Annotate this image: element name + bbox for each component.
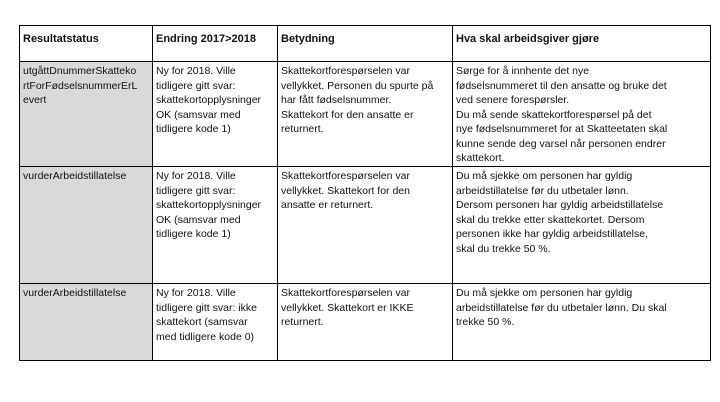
header-resultatstatus: Resultatstatus — [20, 26, 153, 62]
cell-change: Ny for 2018. Ville tidligere gitt svar: skattekortopplysninger OK (samsvar med tidligere kode 1) — [153, 62, 278, 167]
cell-action: Du må sjekke om personen har gyldig arbeidstillatelse før du utbetaler lønn. Dersom personen har gyldig arbeidstillatelse skal du trekke etter skattekortet. Dersom personen ikke har gyldig arbeidstillatelse, skal du trekke 50 %. — [453, 167, 711, 284]
result-status-table-wrapper — [19, 25, 710, 361]
table-row — [20, 167, 711, 284]
header-arbeidsgiver: Hva skal arbeidsgiver gjøre — [453, 26, 711, 62]
cell-change: Ny for 2018. Ville tidligere gitt svar: ikke skattekort (samsvar med tidligere kode 0) — [153, 284, 278, 361]
cell-meaning: Skattekortforespørselen var vellykket. Personen du spurte på har fått fødselsnummer. Skattekort for den ansatte er returnert. — [278, 62, 453, 167]
cell-meaning: Skattekortforespørselen var vellykket. Skattekort er IKKE returnert. — [278, 284, 453, 361]
cell-status: vurderArbeidstillatelse — [20, 284, 153, 361]
header-endring: Endring 2017>2018 — [153, 26, 278, 62]
cell-status: vurderArbeidstillatelse — [20, 167, 153, 284]
result-status-table — [19, 25, 711, 361]
cell-status: utgåttDnummerSkatteko rtForFødselsnummerErL evert — [20, 62, 153, 167]
table-row — [20, 62, 711, 167]
table-row — [20, 284, 711, 361]
cell-action: Sørge for å innhente det nye fødselsnummeret til den ansatte og bruke det ved senere forespørsler. Du må sende skattekortforespørsel på det nye fødselsnummeret for at Skatteetaten skal kunne sende deg varsel når personen endrer skattekort. — [453, 62, 711, 167]
header-betydning: Betydning — [278, 26, 453, 62]
cell-meaning: Skattekortforespørselen var vellykket. Skattekort for den ansatte er returnert. — [278, 167, 453, 284]
cell-change: Ny for 2018. Ville tidligere gitt svar: skattekortopplysninger OK (samsvar med tidligere kode 1) — [153, 167, 278, 284]
table-header-row — [20, 26, 711, 62]
cell-action: Du må sjekke om personen har gyldig arbeidstillatelse før du utbetaler lønn. Du skal trekke 50 %. — [453, 284, 711, 361]
